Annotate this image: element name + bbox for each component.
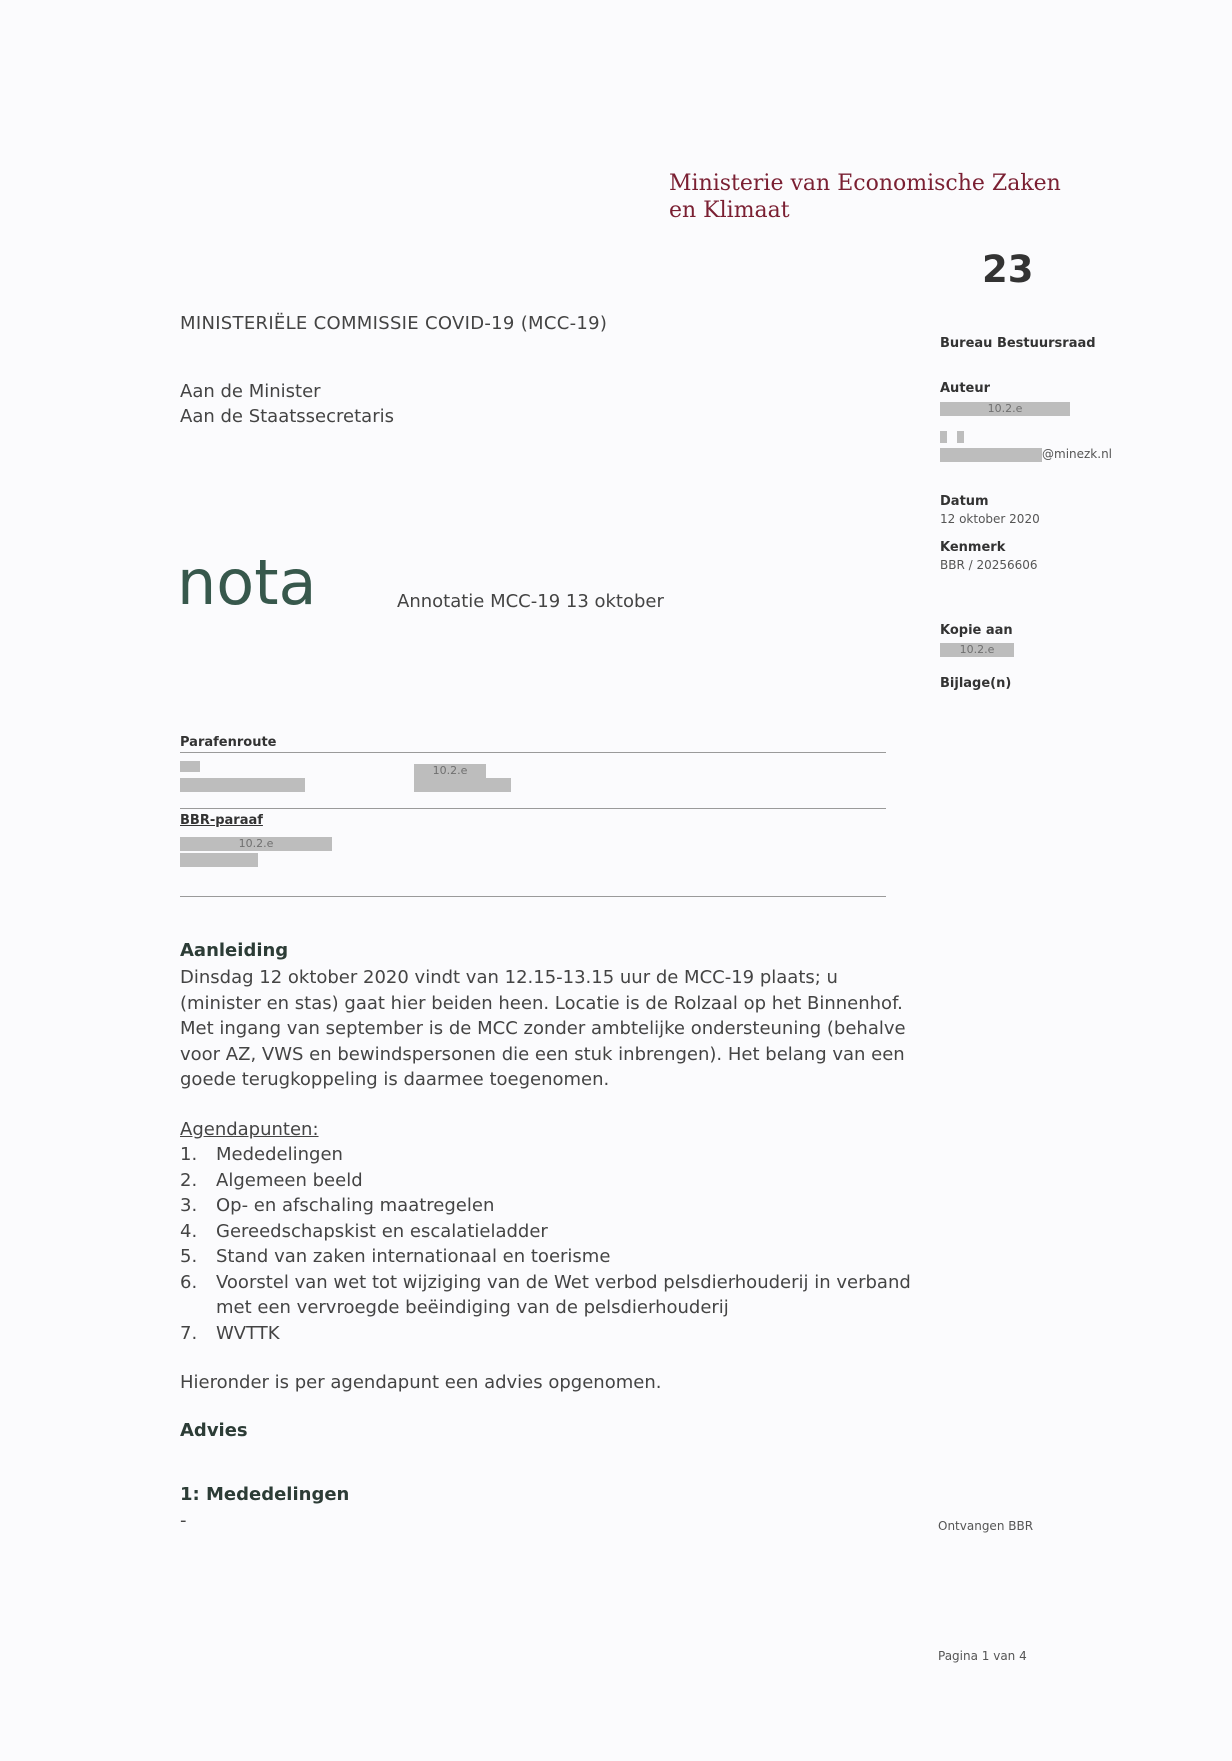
- agenda-item: [180, 1244, 920, 1270]
- kenmerk-value: BBR / 20256606: [940, 558, 1038, 572]
- bijlage-label: Bijlage(n): [940, 676, 1012, 691]
- kopie-label: Kopie aan: [940, 623, 1013, 638]
- redaction-box: [414, 778, 511, 792]
- parafen-redaction-right: [414, 759, 486, 778]
- agenda-item-text: Op- en afschaling maatregelen: [216, 1195, 495, 1216]
- redaction-box: [180, 853, 258, 867]
- parafen-redaction-right-2: [414, 777, 511, 796]
- datum-label: Datum: [940, 494, 989, 509]
- agenda-item-number: 4.: [180, 1220, 198, 1242]
- divider: [180, 752, 886, 753]
- bbr-paraaf-label: BBR-paraaf: [180, 813, 263, 828]
- kopie-redaction: [940, 642, 1014, 657]
- agenda-item: [180, 1321, 920, 1347]
- agenda-item-number: 7.: [180, 1322, 198, 1344]
- agenda-item: [180, 1168, 920, 1194]
- agenda-item: [180, 1270, 920, 1321]
- kenmerk-label: Kenmerk: [940, 540, 1006, 555]
- redaction-box: 10.2.e: [180, 837, 332, 851]
- agenda-item: [180, 1193, 920, 1219]
- agenda-heading: Agendapunten:: [180, 1119, 319, 1140]
- email-suffix: @minezk.nl: [1042, 447, 1113, 461]
- bbr-paraaf-redaction: [180, 832, 332, 851]
- parafen-redaction-left: [180, 757, 200, 776]
- ministry-name: [669, 170, 1061, 224]
- agenda-item: [180, 1142, 920, 1168]
- agenda-item-text: Algemeen beeld: [216, 1169, 363, 1191]
- agenda-list: [180, 1142, 920, 1346]
- agenda-item-text: Gereedschapskist en escalatieladder: [216, 1220, 548, 1242]
- agenda-item-number: 3.: [180, 1195, 198, 1216]
- document-subject: Annotatie MCC-19 13 oktober: [397, 591, 664, 612]
- agenda-item: [180, 1219, 920, 1245]
- auteur-label: Auteur: [940, 381, 991, 396]
- redaction-box: [940, 448, 1042, 462]
- redaction-box: [180, 761, 200, 772]
- advies-item-1-body: -: [180, 1510, 187, 1531]
- page-number: Pagina 1 van 4: [938, 1649, 1027, 1663]
- redaction-box: [180, 778, 305, 792]
- recipient-staatssecretaris: Aan de Staatssecretaris: [180, 406, 394, 427]
- agenda-item-number: 2.: [180, 1169, 198, 1191]
- bureau-name: Bureau Bestuursraad: [940, 336, 1096, 351]
- document-number: 23: [982, 248, 1034, 291]
- advies-heading: Advies: [180, 1420, 248, 1441]
- agenda-item-text: Voorstel van wet tot wijziging van de Wet verbod pelsdierhouderij in verband met een vervroegde beëindiging van de pelsdierhouderij: [216, 1271, 911, 1318]
- parafen-redaction-left-2: [180, 777, 305, 796]
- aanleiding-paragraph: Dinsdag 12 oktober 2020 vindt van 12.15-13.15 uur de MCC-19 plaats; u (minister en stas) gaat hier beiden heen. Locatie is de Rolzaal op het Binnenhof. Met ingang van september is de MCC zonder ambtelijke ondersteuning (behalve voor AZ, VWS en bewindspersonen die een stuk inbrengen). Het belang van een goede terugkoppeling is daarmee toegenomen.: [180, 967, 906, 1090]
- recipient-minister: Aan de Minister: [180, 381, 321, 402]
- datum-value: 12 oktober 2020: [940, 512, 1040, 526]
- redaction-box: 10.2.e: [414, 764, 486, 778]
- divider: [180, 808, 886, 809]
- divider: [180, 896, 886, 897]
- redaction-box: 10.2.e: [940, 402, 1070, 416]
- redaction-box: 10.2.e: [940, 643, 1014, 657]
- agenda-item-text: Stand van zaken internationaal en toerisme: [216, 1246, 611, 1267]
- agenda-item-number: 5.: [180, 1246, 198, 1267]
- auteur-redaction: [940, 401, 1070, 416]
- agenda-item-text: Mededelingen: [216, 1144, 343, 1165]
- advies-item-1-heading: 1: Mededelingen: [180, 1484, 350, 1505]
- ministry-name-line2: en Klimaat: [669, 198, 790, 223]
- email-line: [940, 447, 1112, 462]
- document-type: nota: [177, 546, 317, 619]
- bbr-paraaf-redaction-2: [180, 852, 258, 871]
- redaction-box: [957, 431, 964, 443]
- agenda-item-text: WVTTK: [216, 1322, 280, 1344]
- parafenroute-label: Parafenroute: [180, 735, 277, 750]
- commissie-title: MINISTERIËLE COMMISSIE COVID-19 (MCC-19): [180, 313, 608, 334]
- agenda-item-number: 1.: [180, 1144, 198, 1165]
- aanleiding-heading: Aanleiding: [180, 940, 289, 961]
- redaction-box: [940, 431, 947, 443]
- agenda-item-number: 6.: [180, 1271, 198, 1293]
- ministry-name-line1: Ministerie van Economische Zaken: [669, 171, 1061, 196]
- recipients: [180, 379, 394, 429]
- phone-redaction: [940, 431, 964, 447]
- agenda-closing: Hieronder is per agendapunt een advies opgenomen.: [180, 1372, 662, 1393]
- ontvangen-stamp: Ontvangen BBR: [938, 1519, 1034, 1533]
